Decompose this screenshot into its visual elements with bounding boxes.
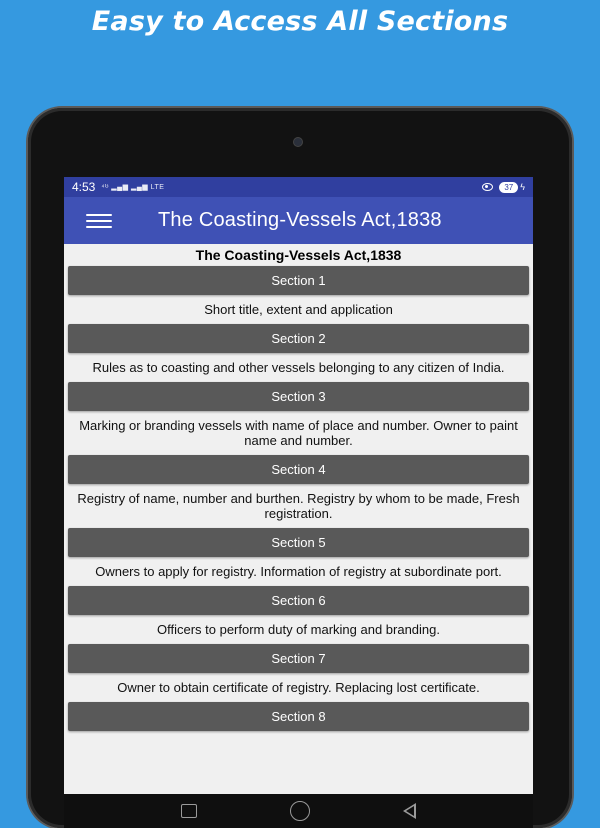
home-icon[interactable] bbox=[290, 801, 310, 821]
banner-title: Easy to Access All Sections bbox=[91, 6, 509, 37]
section-7-description: Owner to obtain certificate of registry. Replacing lost certificate. bbox=[117, 680, 480, 695]
camera-icon bbox=[294, 138, 302, 146]
back-icon[interactable] bbox=[403, 803, 416, 819]
battery-icon bbox=[499, 182, 525, 193]
section-7-button[interactable]: Section 7 bbox=[68, 644, 529, 673]
section-2-description: Rules as to coasting and other vessels belonging to any citizen of India. bbox=[92, 360, 505, 375]
tablet-frame bbox=[28, 108, 572, 828]
app-bar bbox=[64, 197, 533, 244]
network-indicator: ⁴ᴳ ▂▄▆ ▂▄▆ LTE bbox=[101, 184, 165, 191]
status-time: 4:53 bbox=[72, 180, 96, 194]
app-screen bbox=[64, 177, 533, 828]
menu-icon[interactable] bbox=[86, 214, 112, 228]
app-title: The Coasting-Vessels Act,1838 bbox=[158, 209, 442, 231]
act-title: The Coasting-Vessels Act,1838 bbox=[195, 247, 402, 263]
status-bar bbox=[64, 177, 533, 197]
recents-icon[interactable] bbox=[181, 804, 197, 818]
section-2-button[interactable]: Section 2 bbox=[68, 324, 529, 353]
section-5-button[interactable]: Section 5 bbox=[68, 528, 529, 557]
charge-icon: ϟ bbox=[520, 182, 525, 192]
section-1-description: Short title, extent and application bbox=[204, 302, 393, 317]
section-6-description: Officers to perform duty of marking and branding. bbox=[156, 622, 440, 637]
eye-icon bbox=[482, 183, 493, 191]
section-list[interactable] bbox=[64, 244, 533, 731]
section-1-button[interactable]: Section 1 bbox=[68, 266, 529, 295]
section-3-description: Marking or branding vessels with name of place and number. Owner to paint name and number. bbox=[79, 418, 518, 448]
section-3-button[interactable]: Section 3 bbox=[68, 382, 529, 411]
battery-level: 37 bbox=[499, 182, 518, 193]
navigation-bar bbox=[64, 794, 533, 828]
section-4-description: Registry of name, number and burthen. Registry by whom to be made, Fresh registration. bbox=[77, 491, 520, 521]
section-8-button[interactable]: Section 8 bbox=[68, 702, 529, 731]
section-4-button[interactable]: Section 4 bbox=[68, 455, 529, 484]
section-5-description: Owners to apply for registry. Information of registry at subordinate port. bbox=[95, 564, 502, 579]
section-6-button[interactable]: Section 6 bbox=[68, 586, 529, 615]
